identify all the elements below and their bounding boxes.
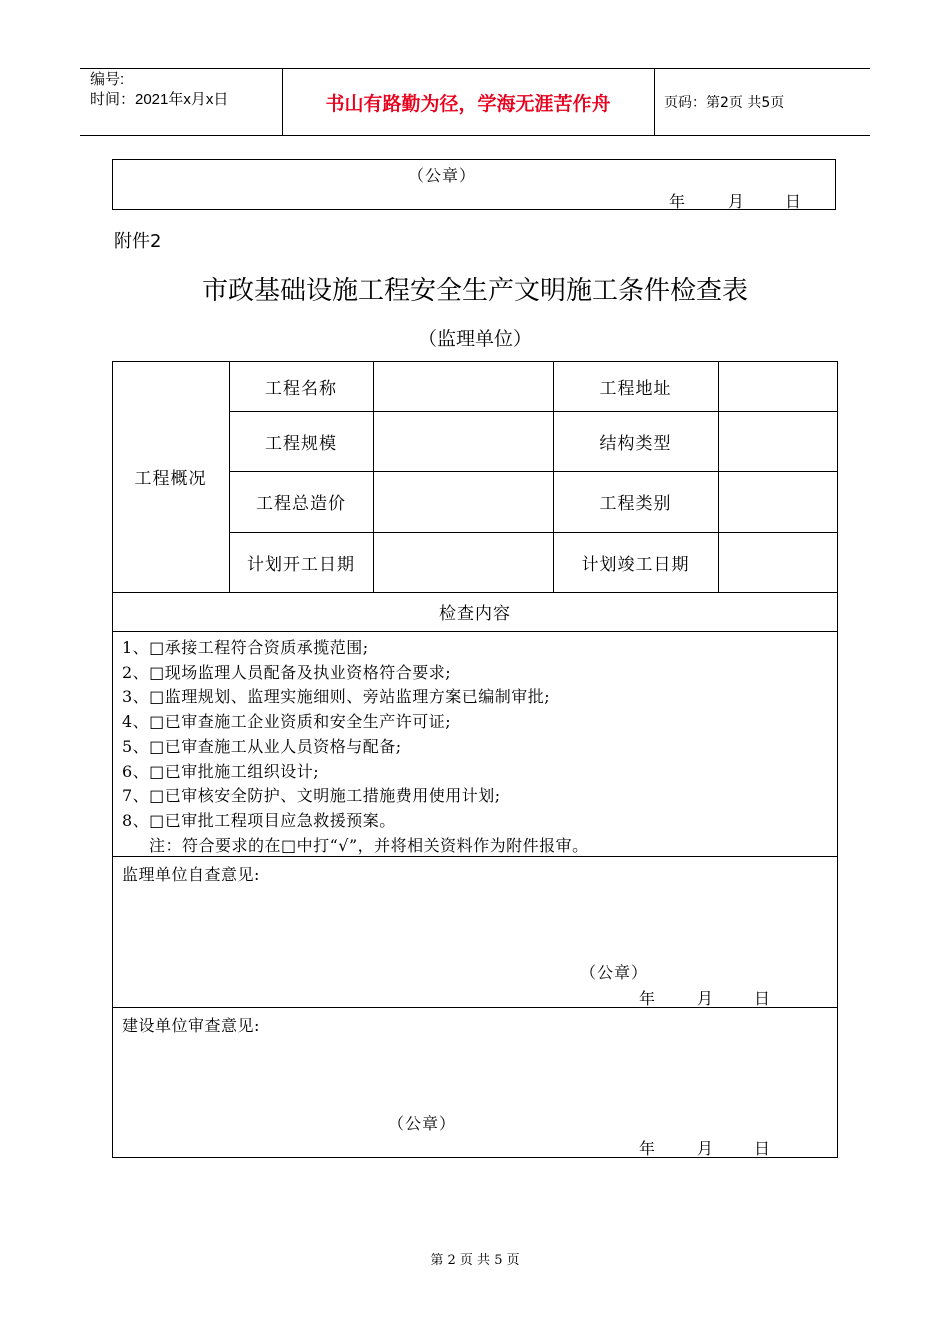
previous-stamp-seal: （公章） — [408, 166, 477, 185]
check-item: 5、□已审查施工从业人员资格与配备; — [122, 736, 402, 756]
check-item: 8、□已审批工程项目应急救援预案。 — [122, 810, 396, 830]
check-content-header: 检查内容 — [439, 604, 511, 624]
date-month: 月 — [697, 1139, 714, 1158]
date-day: 日 — [754, 1139, 771, 1158]
owner-opinion-label: 建设单位审查意见: — [122, 1016, 260, 1035]
date-month: 月 — [697, 989, 714, 1008]
header-divider-right — [654, 68, 655, 136]
date-day: 日 — [785, 192, 802, 211]
previous-stamp-date — [0, 189, 950, 209]
overview-label: 工程概况 — [134, 469, 207, 489]
field-label-planned-completion: 计划竣工日期 — [581, 554, 690, 575]
date-day: 日 — [754, 989, 771, 1008]
check-item: 3、□监理规划、监理实施细则、旁站监理方案已编制审批; — [122, 687, 551, 707]
page-title: 市政基础设施工程安全生产文明施工条件检查表 — [201, 276, 748, 306]
supervisor-seal: （公章） — [580, 963, 649, 982]
page-footer: 第 2 页 共 5 页 — [430, 1253, 520, 1268]
check-item-list — [122, 636, 589, 858]
supervisor-opinion-label: 监理单位自查意见: — [122, 865, 260, 884]
owner-date — [0, 1136, 950, 1156]
check-item: 7、□已审核安全防护、文明施工措施费用使用计划; — [122, 786, 501, 806]
field-label-project-name: 工程名称 — [265, 378, 337, 399]
document-number-label: 编号: — [90, 71, 125, 88]
page-subtitle: （监理单位） — [417, 328, 532, 350]
field-label-planned-start: 计划开工日期 — [247, 554, 355, 575]
check-item: 6、□已审批施工组织设计; — [122, 761, 320, 781]
document-time-label: 时间：2021年x月x日 — [90, 91, 229, 108]
field-label-total-cost: 工程总造价 — [256, 494, 346, 514]
header-page-info: 页码：第2页 共5页 — [664, 95, 785, 111]
field-label-project-scale: 工程规模 — [265, 433, 337, 454]
field-label-structure-type: 结构类型 — [599, 433, 672, 454]
check-item: 1、□承接工程符合资质承揽范围; — [122, 638, 369, 657]
date-year: 年 — [639, 989, 656, 1008]
supervisor-date — [0, 986, 950, 1006]
date-year: 年 — [669, 192, 686, 211]
date-year: 年 — [639, 1139, 656, 1158]
check-item: 2、□现场监理人员配备及执业资格符合要求; — [122, 662, 452, 682]
attachment-label: 附件2 — [114, 231, 162, 252]
date-month: 月 — [728, 192, 745, 211]
owner-seal: （公章） — [388, 1114, 457, 1133]
header-meta — [90, 70, 228, 110]
check-item: 4、□已审查施工企业资质和安全生产许可证; — [122, 712, 452, 732]
check-note: 注：符合要求的在□中打“√”，并将相关资料作为附件报审。 — [149, 835, 589, 855]
field-label-project-category: 工程类别 — [599, 494, 672, 514]
field-label-project-address: 工程地址 — [599, 378, 672, 399]
header-motto: 书山有路勤为径，学海无涯苦作舟 — [325, 92, 611, 115]
